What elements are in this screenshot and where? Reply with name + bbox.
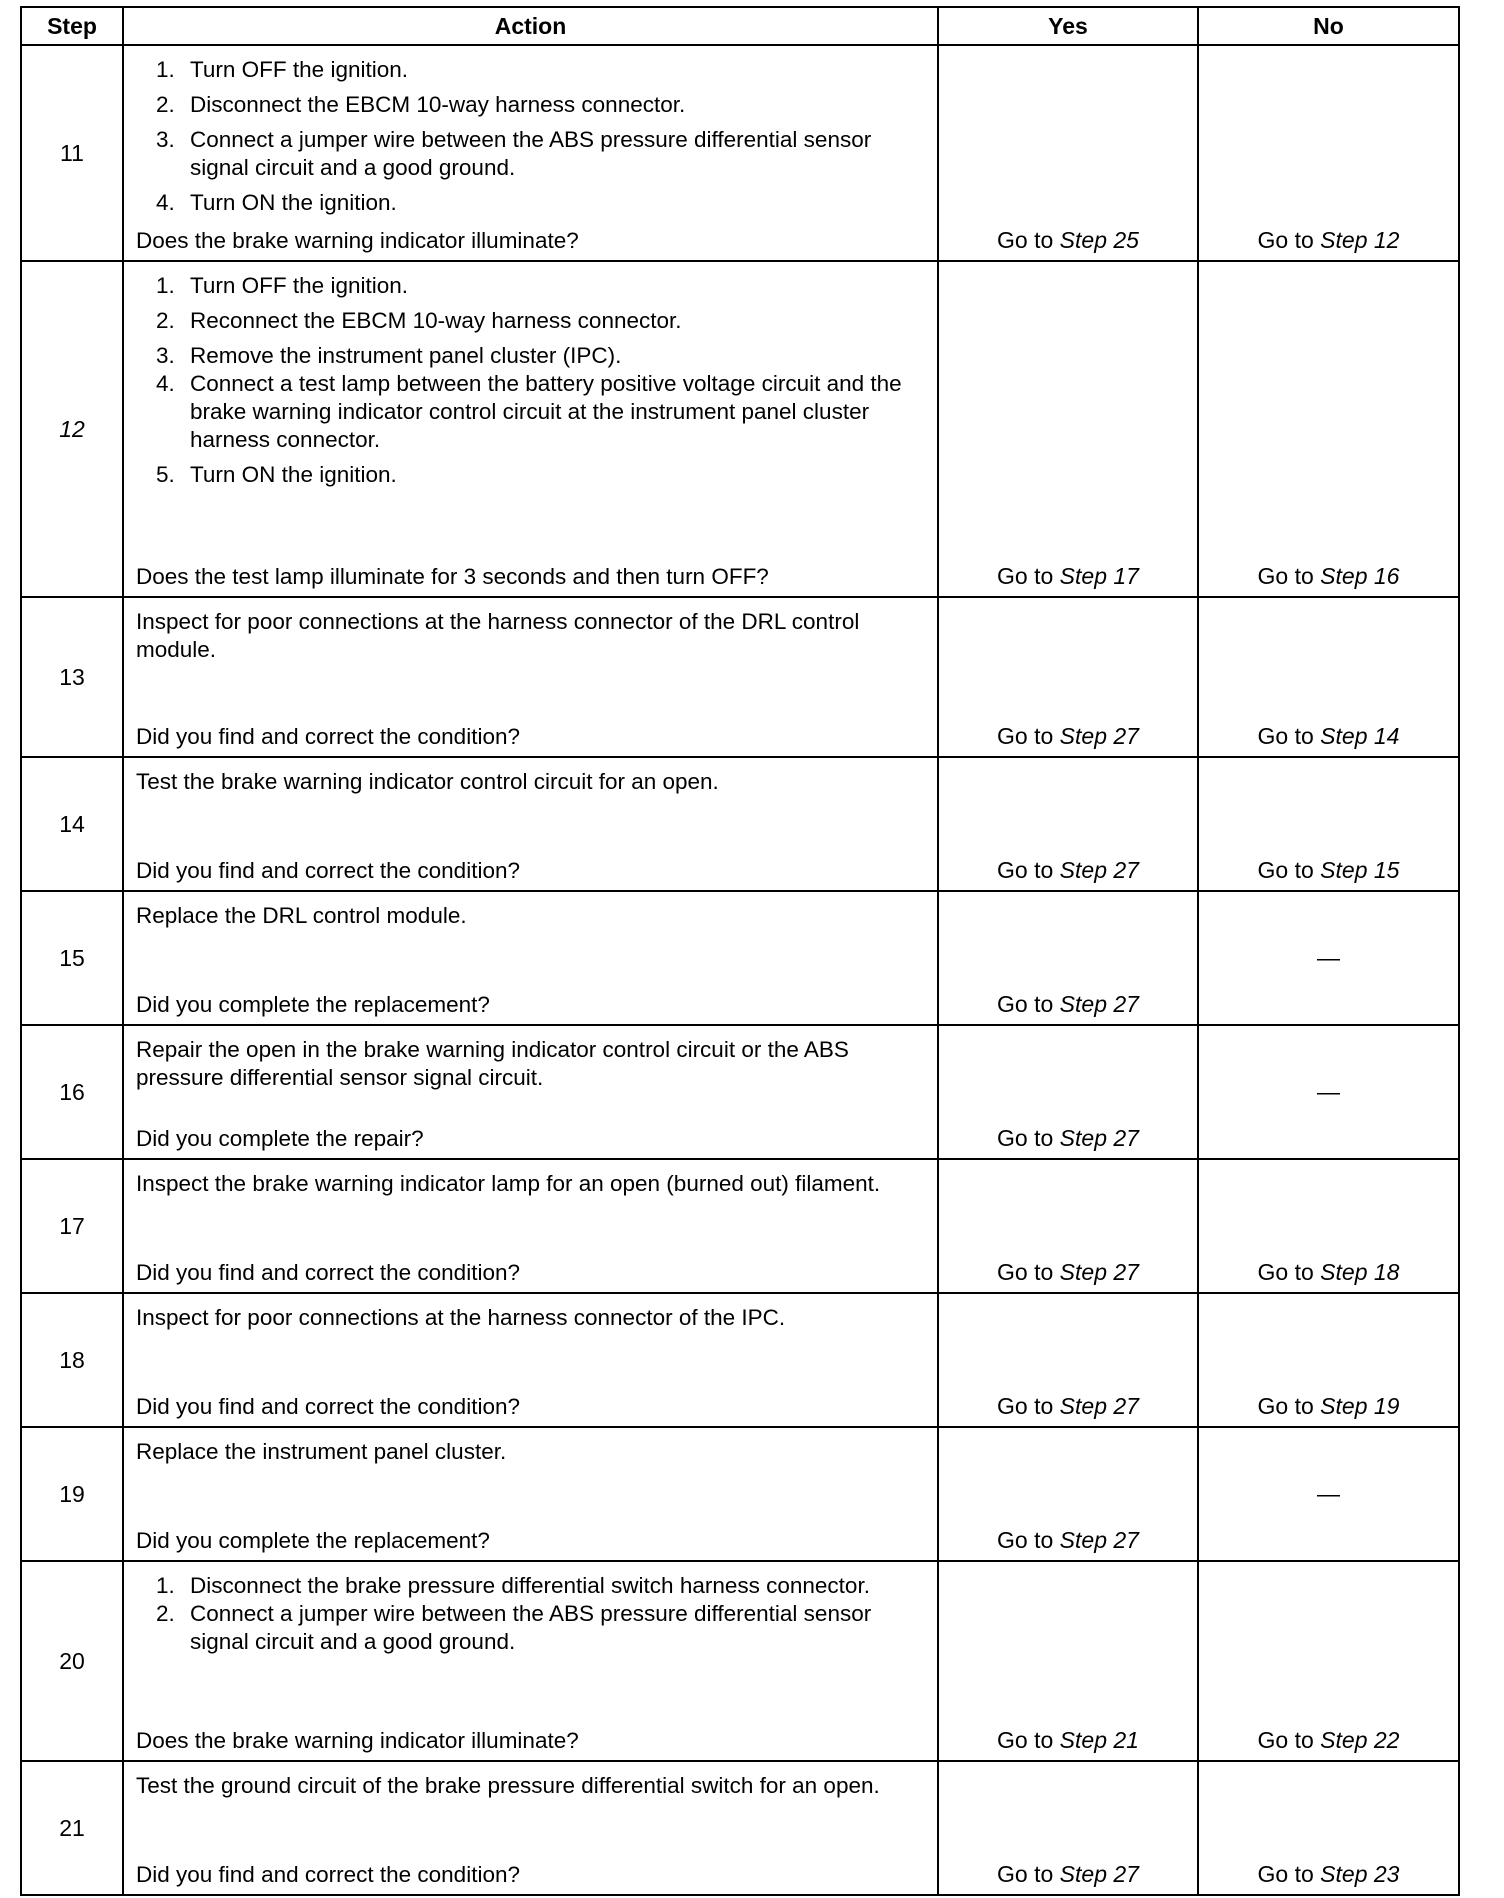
question-text: Does the brake warning indicator illuminate? [136, 228, 579, 253]
header-no: No [1198, 7, 1459, 45]
table-row [21, 757, 1459, 891]
step-number: 17 [21, 1159, 123, 1293]
yes-goto: Go to Step 25 [997, 227, 1139, 253]
step-number: 16 [21, 1025, 123, 1159]
header-yes: Yes [938, 7, 1198, 45]
header-action: Action [123, 7, 938, 45]
action-list [136, 56, 917, 217]
no-dash: — [1317, 944, 1340, 971]
action-cell [123, 1427, 938, 1561]
yes-cell [938, 597, 1198, 757]
table-row [21, 1427, 1459, 1561]
yes-cell [938, 45, 1198, 261]
question-text: Did you complete the repair? [136, 1126, 424, 1151]
table-row [21, 1761, 1459, 1895]
no-cell [1198, 1025, 1459, 1159]
action-text: Test the ground circuit of the brake pressure differential switch for an open. [136, 1773, 880, 1798]
table-row [21, 45, 1459, 261]
table-row [21, 1025, 1459, 1159]
action-item: 1. Turn OFF the ignition. [156, 273, 409, 298]
action-item: 4. Turn ON the ignition. [156, 190, 397, 215]
header-step: Step [21, 7, 123, 45]
step-number: 15 [21, 891, 123, 1025]
no-goto: Go to Step 19 [1257, 1393, 1400, 1419]
action-list [136, 1572, 917, 1656]
step-number: 14 [21, 757, 123, 891]
action-cell [123, 757, 938, 891]
yes-goto: Go to Step 27 [997, 857, 1139, 883]
no-cell [1198, 261, 1459, 597]
yes-cell [938, 1293, 1198, 1427]
action-item: 5. Turn ON the ignition. [156, 462, 397, 487]
yes-cell [938, 1761, 1198, 1895]
yes-cell [938, 1561, 1198, 1761]
yes-goto: Go to Step 17 [997, 563, 1139, 589]
action-list [136, 272, 917, 489]
action-text: Replace the instrument panel cluster. [136, 1439, 507, 1464]
no-cell [1198, 891, 1459, 1025]
table-row [21, 1159, 1459, 1293]
step-number: 13 [21, 597, 123, 757]
question-text: Does the brake warning indicator illuminate? [136, 1728, 579, 1753]
yes-goto: Go to Step 27 [997, 1393, 1139, 1419]
yes-goto: Go to Step 27 [997, 1527, 1139, 1553]
no-cell [1198, 1427, 1459, 1561]
question-text: Did you find and correct the condition? [136, 1862, 520, 1887]
action-cell [123, 1761, 938, 1895]
table-row [21, 597, 1459, 757]
action-cell [123, 1561, 938, 1761]
action-text: Inspect for poor connections at the harness connector of the DRL control module. [136, 609, 860, 662]
yes-cell [938, 757, 1198, 891]
action-text: Inspect for poor connections at the harness connector of the IPC. [136, 1305, 786, 1330]
no-cell [1198, 1159, 1459, 1293]
action-cell [123, 1159, 938, 1293]
action-text: Repair the open in the brake warning indicator control circuit or the ABS pressure differential sensor signal circuit. [136, 1037, 849, 1090]
table-row [21, 1561, 1459, 1761]
table-row [21, 261, 1459, 597]
action-item: 1. Disconnect the brake pressure differential switch harness connector. [156, 1573, 870, 1598]
diagnostic-table [20, 6, 1460, 1896]
no-goto: Go to Step 22 [1257, 1727, 1400, 1753]
no-goto: Go to Step 15 [1257, 857, 1400, 883]
yes-cell [938, 1025, 1198, 1159]
step-number: 11 [21, 45, 123, 261]
no-dash: — [1317, 1480, 1340, 1507]
yes-goto: Go to Step 27 [997, 1259, 1139, 1285]
action-item: 2. Disconnect the EBCM 10-way harness connector. [156, 92, 686, 117]
no-dash: — [1317, 1078, 1340, 1105]
header-row [21, 7, 1459, 45]
no-cell [1198, 757, 1459, 891]
question-text: Does the test lamp illuminate for 3 seconds and then turn OFF? [136, 564, 769, 589]
action-cell [123, 597, 938, 757]
question-text: Did you complete the replacement? [136, 992, 490, 1017]
action-item: 4. Connect a test lamp between the battery positive voltage circuit and the brake warning indicator control circuit at the instrument panel cluster harness connector. [156, 371, 902, 452]
yes-cell [938, 1159, 1198, 1293]
question-text: Did you find and correct the condition? [136, 724, 520, 749]
yes-cell [938, 891, 1198, 1025]
action-item: 1. Turn OFF the ignition. [156, 57, 409, 82]
yes-goto: Go to Step 21 [997, 1727, 1139, 1753]
question-text: Did you complete the replacement? [136, 1528, 490, 1553]
yes-goto: Go to Step 27 [997, 1861, 1139, 1887]
no-goto: Go to Step 14 [1257, 723, 1400, 749]
no-goto: Go to Step 12 [1257, 227, 1400, 253]
no-cell [1198, 1761, 1459, 1895]
yes-goto: Go to Step 27 [997, 1125, 1139, 1151]
action-item: 2. Connect a jumper wire between the ABS pressure differential sensor signal circuit and a good ground. [156, 1601, 872, 1654]
table-row [21, 891, 1459, 1025]
action-item: 2. Reconnect the EBCM 10-way harness connector. [156, 308, 682, 333]
step-number: 18 [21, 1293, 123, 1427]
no-cell [1198, 1561, 1459, 1761]
action-item: 3. Remove the instrument panel cluster (IPC). [156, 343, 622, 368]
step-number: 12 [21, 261, 123, 597]
yes-cell [938, 1427, 1198, 1561]
question-text: Did you find and correct the condition? [136, 858, 520, 883]
no-cell [1198, 597, 1459, 757]
no-goto: Go to Step 23 [1257, 1861, 1400, 1887]
table-row [21, 1293, 1459, 1427]
step-number: 19 [21, 1427, 123, 1561]
no-goto: Go to Step 18 [1257, 1259, 1400, 1285]
action-text: Replace the DRL control module. [136, 903, 467, 928]
question-text: Did you find and correct the condition? [136, 1394, 520, 1419]
action-cell [123, 1293, 938, 1427]
action-cell [123, 891, 938, 1025]
action-cell [123, 261, 938, 597]
yes-goto: Go to Step 27 [997, 723, 1139, 749]
action-cell [123, 1025, 938, 1159]
action-text: Inspect the brake warning indicator lamp for an open (burned out) filament. [136, 1171, 881, 1196]
yes-goto: Go to Step 27 [997, 991, 1139, 1017]
no-goto: Go to Step 16 [1257, 563, 1400, 589]
question-text: Did you find and correct the condition? [136, 1260, 520, 1285]
yes-cell [938, 261, 1198, 597]
step-number: 20 [21, 1561, 123, 1761]
no-cell [1198, 45, 1459, 261]
no-cell [1198, 1293, 1459, 1427]
action-cell [123, 45, 938, 261]
step-number: 21 [21, 1761, 123, 1895]
action-text: Test the brake warning indicator control circuit for an open. [136, 769, 719, 794]
action-item: 3. Connect a jumper wire between the ABS pressure differential sensor signal circuit and a good ground. [156, 127, 872, 180]
